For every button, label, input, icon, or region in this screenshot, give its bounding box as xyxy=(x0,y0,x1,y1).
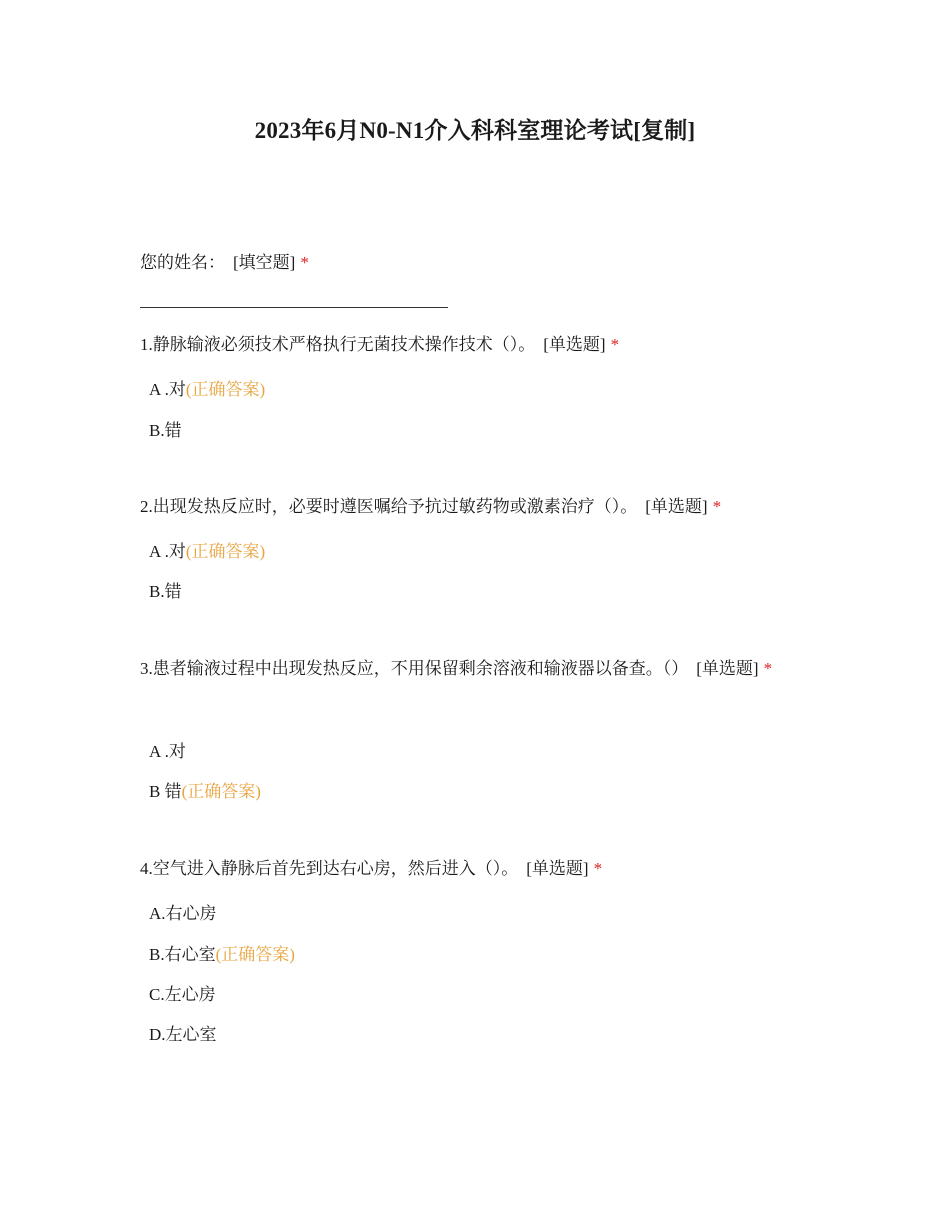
option-label: D.左心室 xyxy=(149,1025,217,1044)
question-1 xyxy=(140,326,805,364)
correct-answer-marker: (正确答案) xyxy=(185,380,266,399)
question-4 xyxy=(140,850,805,888)
question-text: 3.患者输液过程中出现发热反应，不用保留剩余溶液和输液器以备查。（） xyxy=(140,659,689,678)
question-type-tag: [单选题] xyxy=(543,335,606,354)
question-type-tag: [单选题] xyxy=(526,859,589,878)
correct-answer-marker: (正确答案) xyxy=(185,542,266,561)
option-label: B.错 xyxy=(149,582,182,601)
required-mark: * xyxy=(712,497,722,516)
option-label: A .对 xyxy=(149,380,186,399)
name-label: 您的姓名： xyxy=(140,253,225,272)
option-label: B.错 xyxy=(149,421,182,440)
required-mark: * xyxy=(763,659,773,678)
required-mark: * xyxy=(610,335,620,354)
name-question xyxy=(140,244,805,282)
option-label: A .对 xyxy=(149,542,186,561)
page-title: 2023年6月N0-N1介入科科室理论考试[复制] xyxy=(254,118,696,143)
question-2 xyxy=(140,488,805,526)
question-type-tag: [单选题] xyxy=(645,497,708,516)
option-4a[interactable] xyxy=(149,902,217,926)
required-mark: * xyxy=(300,253,309,272)
correct-answer-marker: (正确答案) xyxy=(181,782,261,801)
option-label: B 错 xyxy=(149,782,182,801)
option-4d[interactable] xyxy=(149,1023,217,1047)
option-3a[interactable] xyxy=(149,740,186,764)
question-text: 4.空气进入静脉后首先到达右心房，然后进入（）。 xyxy=(140,859,519,878)
question-type-tag: [单选题] xyxy=(696,659,759,678)
option-label: A.右心房 xyxy=(149,904,217,923)
option-1b[interactable] xyxy=(149,419,182,443)
question-type-tag: [填空题] xyxy=(233,253,296,272)
option-label: A .对 xyxy=(149,742,186,761)
required-mark: * xyxy=(593,859,603,878)
option-4b[interactable] xyxy=(149,943,295,967)
name-answer-blank[interactable] xyxy=(140,307,448,308)
correct-answer-marker: (正确答案) xyxy=(215,945,295,964)
option-2a[interactable] xyxy=(149,540,265,564)
question-3 xyxy=(140,650,805,688)
option-4c[interactable] xyxy=(149,983,216,1007)
option-3b[interactable] xyxy=(149,780,261,804)
question-text: 2.出现发热反应时，必要时遵医嘱给予抗过敏药物或激素治疗（）。 xyxy=(140,497,638,516)
option-label: B.右心室 xyxy=(149,945,216,964)
question-text: 1.静脉输液必须技术严格执行无菌技术操作技术（）。 xyxy=(140,335,536,354)
option-1a[interactable] xyxy=(149,378,265,402)
option-2b[interactable] xyxy=(149,580,182,604)
option-label: C.左心房 xyxy=(149,985,216,1004)
